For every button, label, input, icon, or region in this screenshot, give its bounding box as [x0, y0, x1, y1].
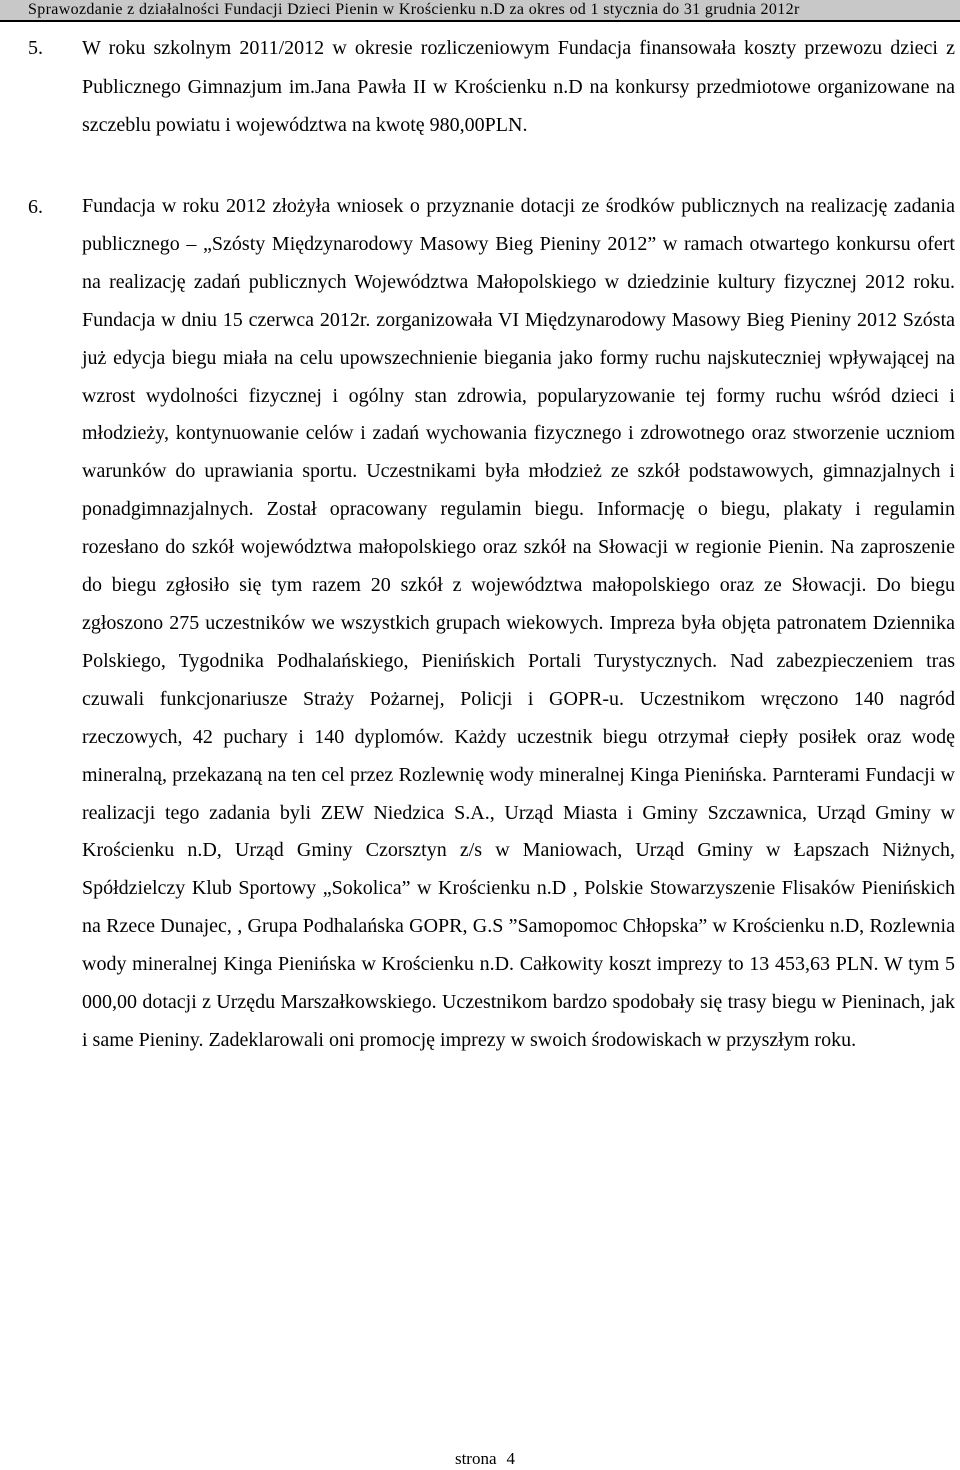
page-label: strona — [454, 1449, 497, 1468]
list-item-paragraph: Fundacja w roku 2012 złożyła wniosek o przyznanie dotacji ze środków publicznych na realizację zadania publicznego – „Szósty Międzynarodowy Masowy Bieg Pieniny 2012” w ramach otwartego konkursu ofert na realizację zadań publicznych Województwa Małopolskiego w dziedzinie kultury fizycznej 2012 roku. Fundacja w dniu 15 czerwca 2012r. zorganizowała VI Międzynarodowy Masowy Bieg Pieniny 2012 Szósta już edycja biegu miała na celu upowszechnienie biegania jako formy ruchu najskuteczniej wpływającej na wzrost wydolności fizycznej i ogólny stan zdrowia, popularyzowanie tej formy ruchu wśród dzieci i młodzieży, kontynuowanie celów i zadań wychowania fizycznego i zdrowotnego oraz stworzenie uczniom warunków do uprawiania sportu. Uczestnikami była młodzież ze szkół podstawowych, gimnazjalnych i ponadgimnazjalnych. Został opracowany regulamin biegu. Informację o biegu, plakaty i regulamin rozesłano do szkół województwa małopolskiego oraz szkół na Słowacji w regionie Pienin. Na zaproszenie do biegu zgłosiło się tym razem 20 szkół z województwa małopolskiego oraz ze Słowacji. Do biegu zgłoszono 275 uczestników we wszystkich grupach wiekowych. Impreza była objęta patronatem Dziennika Polskiego, Tygodnika Podhalańskiego, Pienińskich Portali Turystycznych. Nad zabezpieczeniem tras czuwali funkcjonariusze Straży Pożarnej, Policji i GOPR-u. Uczestnikom wręczono 140 nagród rzeczowych, 42 puchary i 140 dyplomów. Każdy uczestnik biegu otrzymał ciepły posiłek oraz wodę mineralną, przekazaną na ten cel przez Rozlewnię wody mineralnej Kinga Pienińska. Parnterami Fundacji w realizacji tego zadania byli ZEW Niedzica S.A., Urząd Miasta i Gminy Szczawnica, Urząd Gminy w Krościenku n.D, Urząd Gminy Czorsztyn z/s w Maniowach, Urząd Gminy w Łapszach Niżnych, Spółdzielczy Klub Sportowy „Sokolica” w Krościenku n.D , Polskie Stowarzyszenie Flisaków Pienińskich na Rzece Dunajec, , Grupa Podhalańska GOPR, G.S ”Samopomoc Chłopska” w Krościenku n.D, Rozlewnia wody mineralnej Kinga Pienińska w Krościenku n.D. Całkowity koszt imprezy to 13 453,63 PLN. W tym 5 000,00 dotacji z Urzędu Marszałkowskiego. Uczestnikom bardzo spodobały się trasy biegu w Pieninach, jak i same Pieniny. Zadeklarowali oni promocję imprezy w swoich środowiskach w przyszłym roku. — [82, 195, 955, 1051]
list-item-paragraph: W roku szkolnym 2011/2012 w okresie rozliczeniowym Fundacja finansowała koszty przewozu dzieci z Publicznego Gimnazjum im.Jana Pawła II w Krościenku n.D na konkursy przedmiotowe organizowane na szczeblu powiatu i województwa na kwotę 980,00PLN. — [82, 37, 955, 136]
page-number: 4 — [506, 1449, 516, 1468]
list-item-number: 5. — [28, 37, 43, 59]
page-footer — [0, 1449, 960, 1469]
list-item-5 — [28, 29, 958, 145]
list-item-6 — [28, 188, 958, 1060]
list-item-number: 6. — [28, 196, 43, 218]
running-header — [0, 0, 960, 22]
running-header-text: Sprawozdanie z działalności Fundacji Dzieci Pienin w Krościenku n.D za okres od 1 stycznia do 31 grudnia 2012r — [28, 1, 800, 18]
